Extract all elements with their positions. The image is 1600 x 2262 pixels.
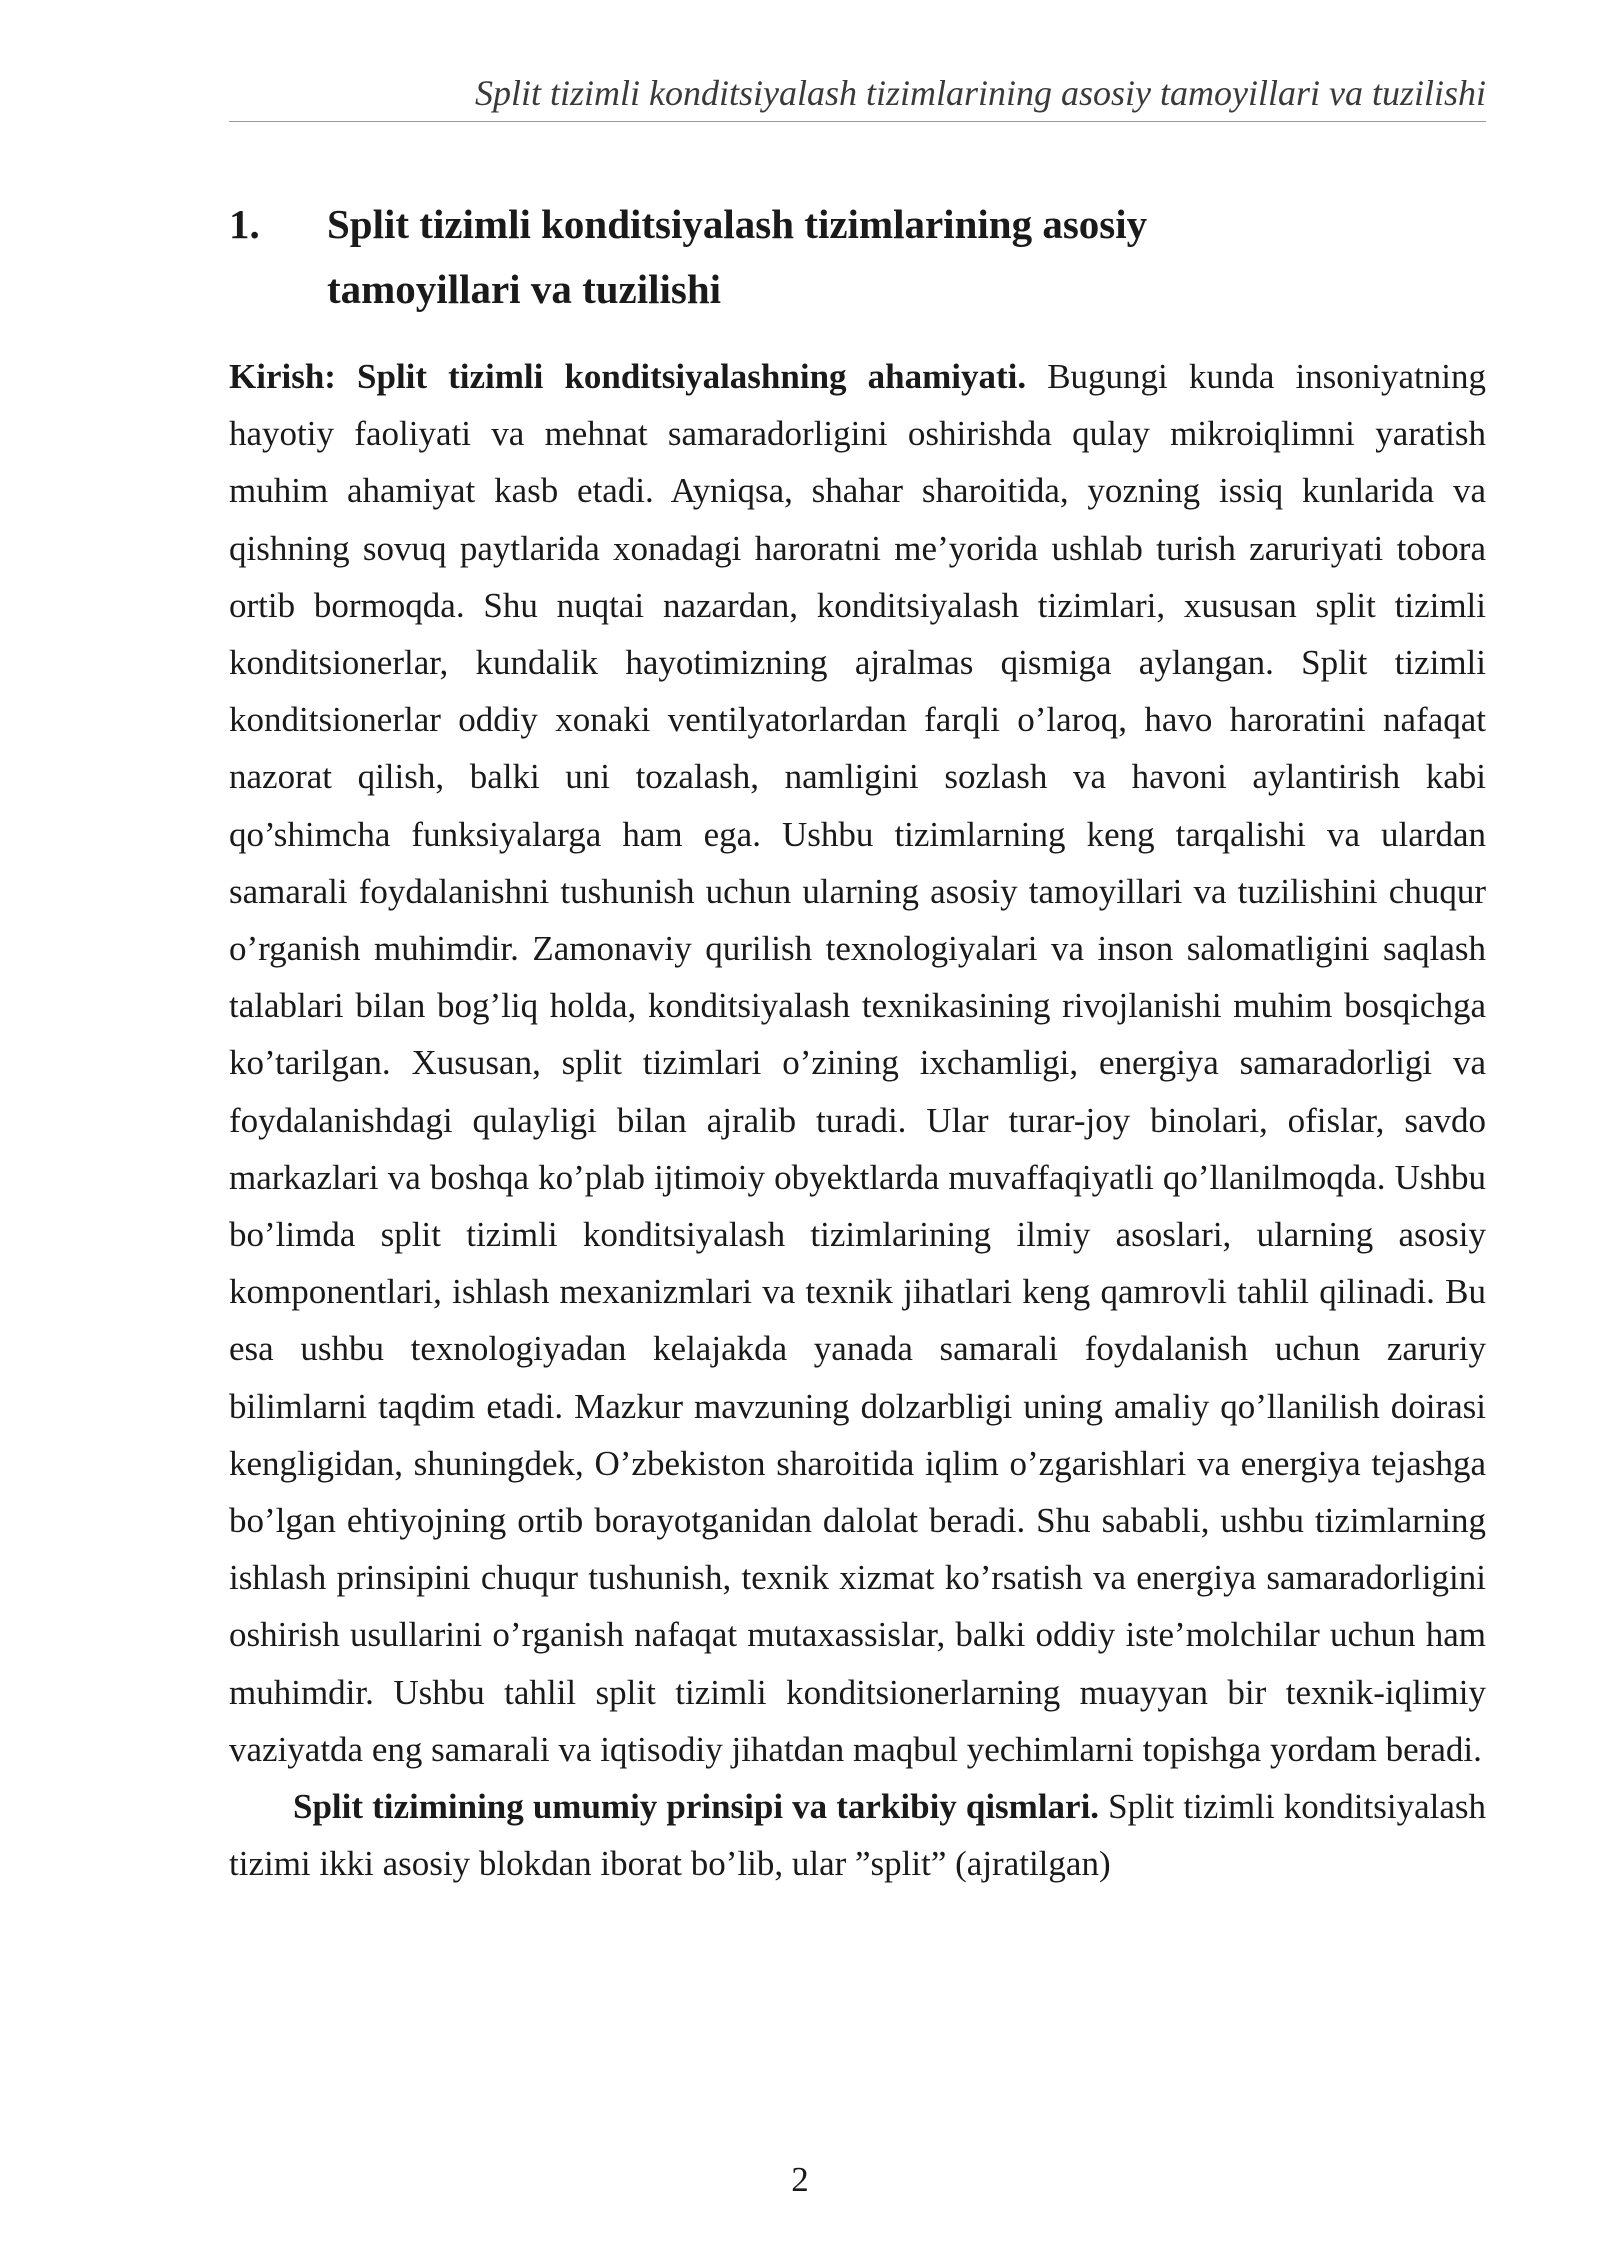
paragraph-principles	[229, 1778, 1486, 1892]
paragraph-lead: Split tizimining umumiy prinsipi va tarkibiy qismlari.	[293, 1787, 1100, 1827]
chapter-number: 1.	[229, 201, 260, 247]
chapter-heading	[229, 192, 1486, 322]
body-text	[229, 348, 1486, 1892]
header-divider	[229, 121, 1486, 122]
running-header: Split tizimli konditsiyalash tizimlarining asosiy tamoyillari va tuzilishi	[474, 73, 1486, 113]
paragraph-body: Split tizimli konditsiyalash tizimi ikki asosiy blokdan iborat bo’lib, ular ”split” (ajratilgan)	[229, 1787, 1486, 1884]
chapter-title: Split tizimli konditsiyalash tizimlarining asosiy tamoyillari va tuzilishi	[327, 201, 1148, 312]
page-number: 2	[791, 2160, 809, 2199]
paragraph-lead: Kirish: Split tizimli konditsiyalashning ahamiyati.	[229, 357, 1027, 396]
paragraph-introduction	[229, 348, 1486, 1778]
paragraph-body: Bugungi kunda insoniyatning hayotiy faoliyati va mehnat samaradorligini oshirishda qulay mikroiqlimni yaratish muhim ahamiyat kasb etadi. Ayniqsa, shahar sharoitida, yozning issiq kunlarida va qishning sovuq paytlarida xonadagi haroratni me’yorida ushlab turish zaruriyati tobora ortib bormoqda. Shu nuqtai nazardan, konditsiyalash tizimlari, xususan split tizimli konditsionerlar, kundalik hayotimizning ajralmas qismiga aylangan. Split tizimli konditsionerlar oddiy xonaki ventilyatorlardan farqli o’laroq, havo haroratini nafaqat nazorat qilish, balki uni tozalash, namligini sozlash va havoni aylantirish kabi qo’shimcha funksiyalarga ham ega. Ushbu tizimlarning keng tarqalishi va ulardan samarali foydalanishni tushunish uchun ularning asosiy tamoyillari va tuzilishini chuqur o’rganish muhimdir. Zamonaviy qurilish texnologiyalari va inson salomatligini saqlash talablari bilan bog’liq holda, konditsiyalash texnikasining rivojlanishi muhim bosqichga ko’tarilgan. Xususan, split tizimlari o’zining ixchamligi, energiya samaradorligi va foydalanishdagi qulayligi bilan ajralib turadi. Ular turar-joy binolari, ofislar, savdo markazlari va boshqa ko’plab ijtimoiy obyektlarda muvaffaqiyatli qo’llanilmoqda. Ushbu bo’limda split tizimli konditsiyalash tizimlarining ilmiy asoslari, ularning asosiy komponentlari, ishlash mexanizmlari va texnik jihatlari keng qamrovli tahlil qilinadi. Bu esa ushbu texnologiyadan kelajakda yanada samarali foydalanish uchun zaruriy bilimlarni taqdim etadi. Mazkur mavzuning dolzarbligi uning amaliy qo’llanilish doirasi kengligidan, shuningdek, O’zbekiston sharoitida iqlim o’zgarishlari va energiya tejashga bo’lgan ehtiyojning ortib borayotganidan dalolat beradi. Shu sababli, ushbu tizimlarning ishlash prinsipini chuqur tushunish, texnik xizmat ko’rsatish va energiya samaradorligini oshirish usullarini o’rganish nafaqat mutaxassislar, balki oddiy iste’molchilar uchun ham muhimdir. Ushbu tahlil split tizimli konditsionerlarning muayyan bir texnik-iqlimiy vaziyatda eng samarali va iqtisodiy jihatdan maqbul yechimlarni topishga yordam beradi.	[229, 357, 1486, 1769]
